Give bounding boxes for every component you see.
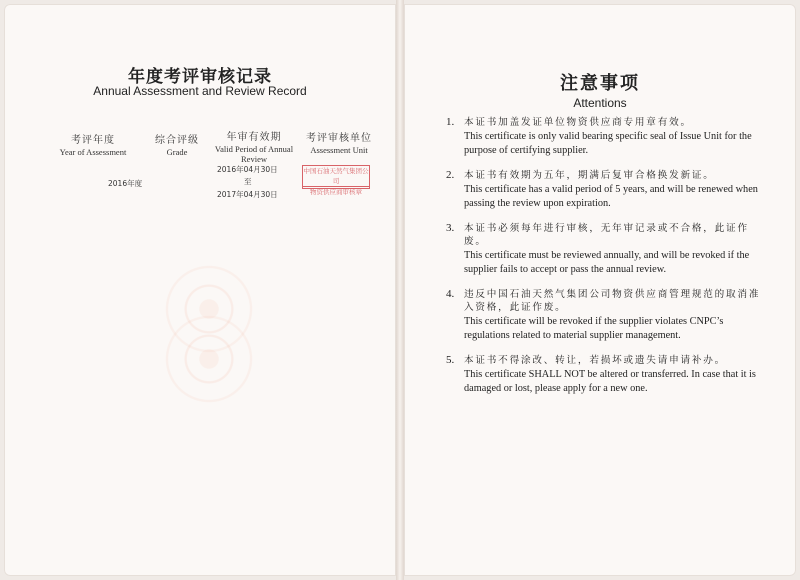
column-header-year — [48, 131, 138, 157]
column-header-en: Year of Assessment — [59, 147, 127, 157]
attention-number: 1. — [446, 116, 455, 128]
column-header-cn: 综合评级 — [155, 135, 199, 146]
valid-to-value: 2017年04月30日 — [217, 190, 278, 199]
column-header-grade — [142, 131, 212, 157]
right-page — [404, 4, 796, 576]
attentions-title-en: Attentions — [573, 96, 627, 110]
assessment-year-value: 2016年度 — [108, 179, 143, 188]
valid-to-separator: 至 — [244, 177, 252, 186]
column-header-valid-period — [214, 128, 294, 164]
attention-number: 5. — [446, 354, 455, 366]
attention-text-cn: 本证书必须每年进行审核，无年审记录或不合格，此证作废。 — [464, 223, 749, 247]
valid-from-value: 2016年04月30日 — [217, 165, 278, 174]
attention-text-en: This certificate has a valid period of 5 years, and will be renewed when passing the review upon expiration. — [464, 184, 758, 209]
column-header-en: Valid Period of Annual Review — [214, 144, 294, 164]
assessment-unit-stamp — [302, 165, 370, 196]
column-header-cn: 考评年度 — [71, 135, 115, 146]
attentions-title-cn: 注意事项 — [560, 73, 640, 94]
attention-item — [446, 116, 766, 157]
record-title-cn: 年度考评审核记录 — [128, 67, 272, 87]
rose-watermark — [154, 304, 264, 414]
column-header-en: Assessment Unit — [310, 145, 368, 155]
book-spine — [396, 0, 404, 580]
attention-text-cn: 本证书加盖发证单位物资供应商专用章有效。 — [464, 117, 692, 128]
attention-text-en: This certificate is only valid bearing specific seal of Issue Unit for the purpose of certifying supplier. — [464, 131, 752, 156]
attention-number: 3. — [446, 222, 455, 234]
attention-item — [446, 288, 766, 342]
attention-item — [446, 354, 766, 395]
stamp-line: 中国石油天然气集团公司 — [303, 167, 369, 185]
attention-text-en: This certificate SHALL NOT be altered or transferred. In case that it is damaged or lost, please apply for a new one. — [464, 369, 756, 394]
attention-text-cn: 违反中国石油天然气集团公司物资供应商管理规范的取消准入资格，此证作废。 — [464, 289, 761, 313]
left-page — [4, 4, 396, 576]
column-header-cn: 考评审核单位 — [306, 133, 372, 144]
attention-text-en: This certificate must be reviewed annually, and will be revoked if the supplier fails to accept or pass the annual review. — [464, 250, 750, 275]
column-header-cn: 年审有效期 — [226, 132, 282, 143]
stamp-line: 物资供应商审核章 — [303, 186, 369, 197]
column-header-assessment-unit — [294, 129, 384, 155]
attention-text-cn: 本证书有效期为五年，期满后复审合格换发新证。 — [464, 170, 715, 181]
attention-number: 4. — [446, 288, 455, 300]
attention-item — [446, 222, 766, 276]
attention-item — [446, 169, 766, 210]
column-header-en: Grade — [166, 147, 188, 157]
attention-text-en: This certificate will be revoked if the supplier violates CNPC’s regulations related to material supplier management. — [464, 316, 724, 341]
attention-text-cn: 本证书不得涂改、转让，若损坏或遗失请申请补办。 — [464, 355, 727, 366]
record-title-en: Annual Assessment and Review Record — [93, 84, 307, 98]
attentions-list — [446, 116, 766, 407]
attention-number: 2. — [446, 169, 455, 181]
